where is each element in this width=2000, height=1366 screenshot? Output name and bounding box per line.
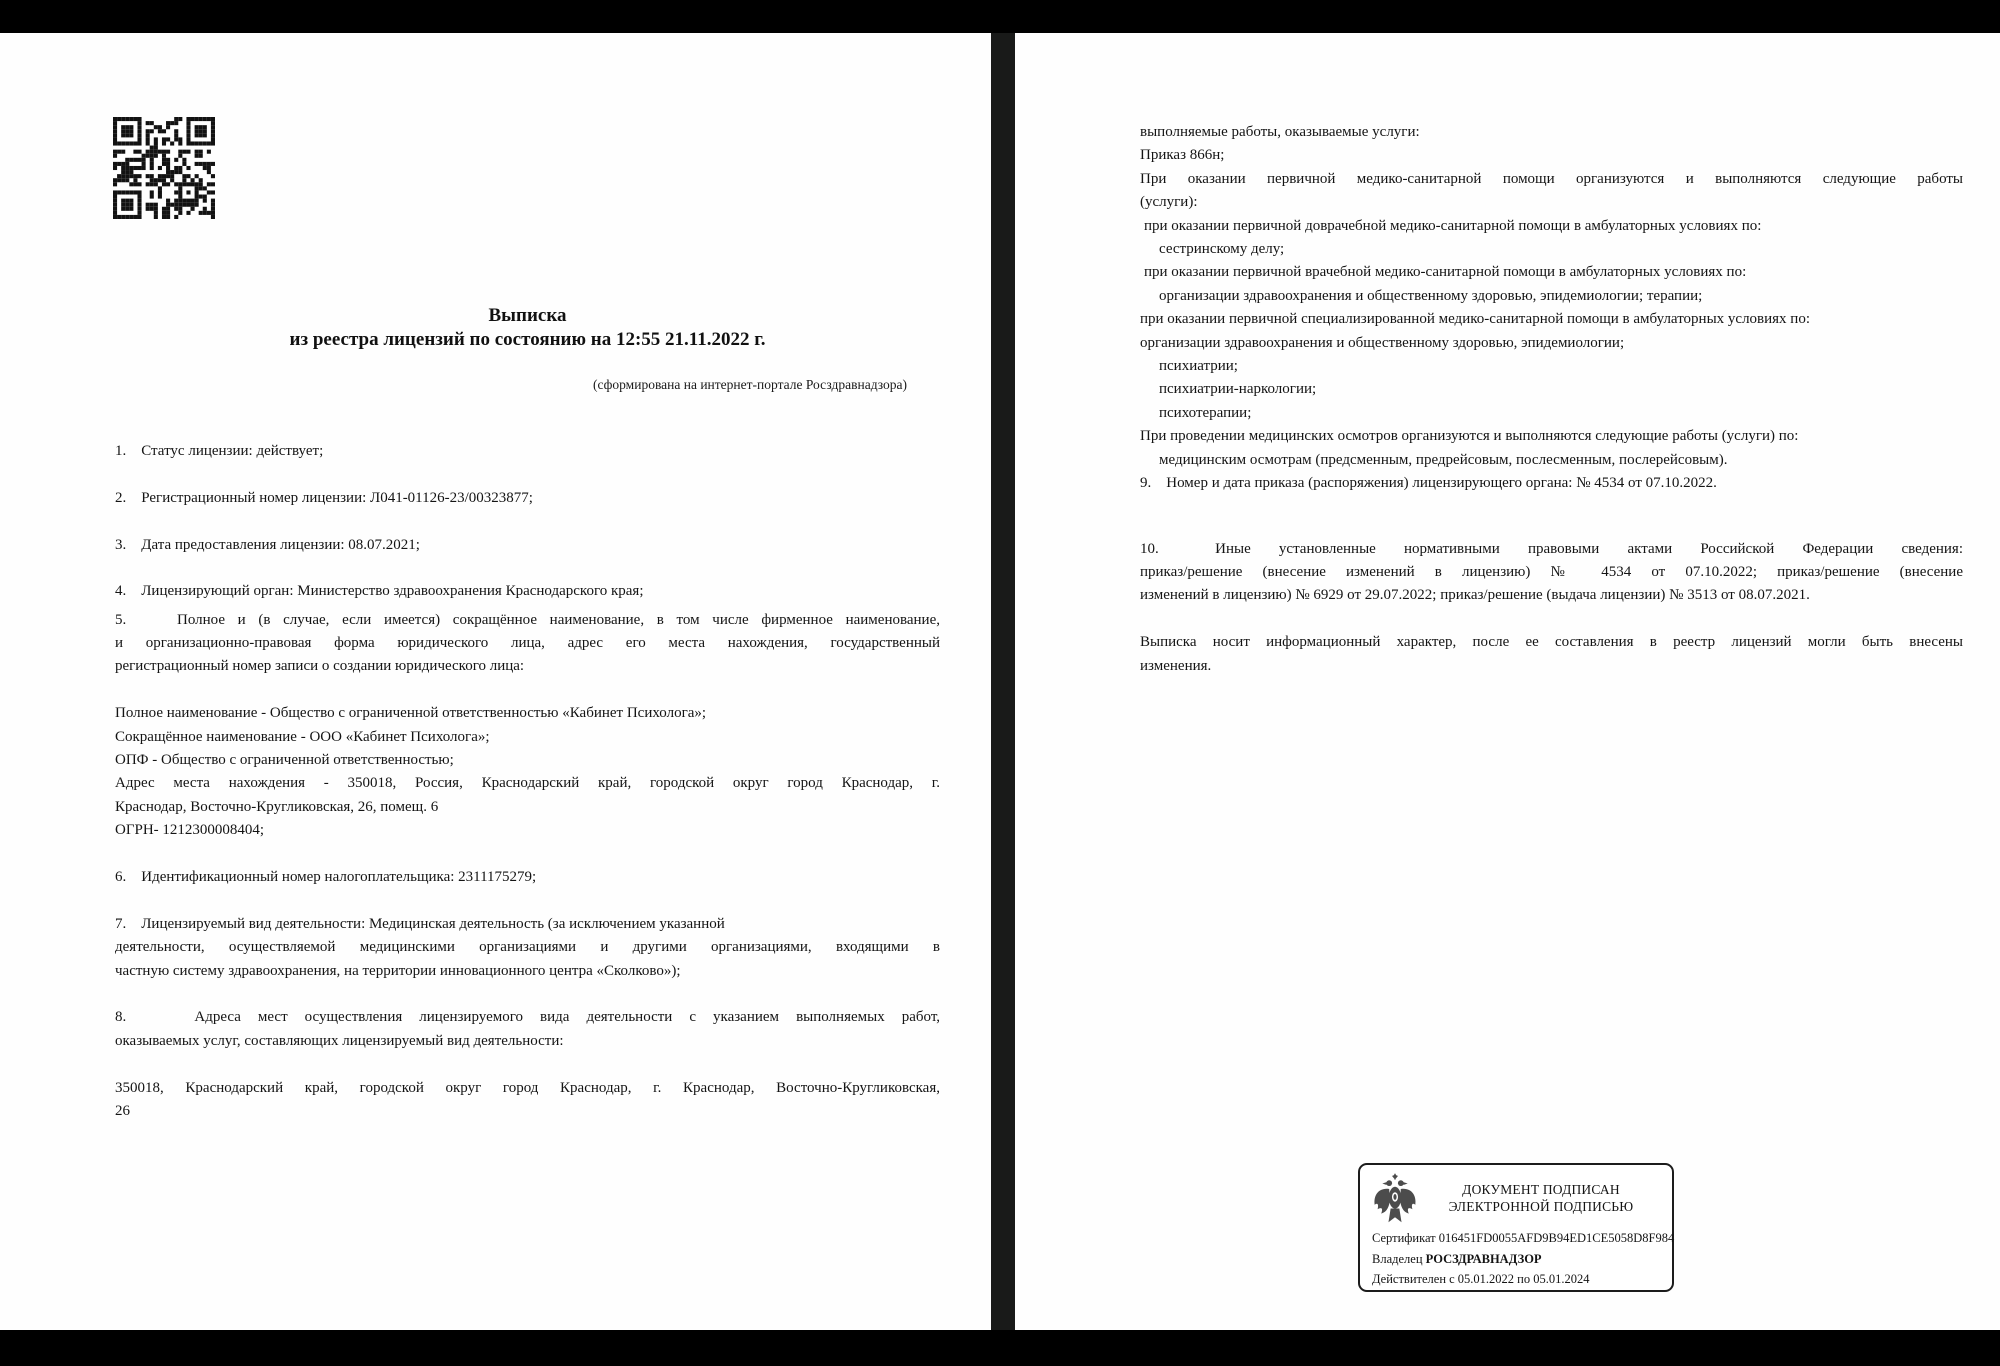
- stamp-certificate-row: [1372, 1231, 1674, 1246]
- digital-signature-stamp: [1358, 1163, 1674, 1292]
- text-line: 3. Дата предоставления лицензии: 08.07.2021;: [115, 536, 420, 553]
- text-line: изменения.: [1140, 657, 1212, 674]
- text-line: Полное наименование - Общество с ограниченной ответственностью «Кабинет Психолога»;: [115, 705, 707, 722]
- text-line: и организационно-правовая форма юридического лица, адрес его места нахождения, государственный: [115, 634, 940, 651]
- text-line: оказываемых услуг, составляющих лицензируемый вид деятельности:: [115, 1032, 564, 1049]
- document-title-line1: Выписка: [488, 305, 567, 326]
- text-line: регистрационный номер записи о создании юридического лица:: [115, 658, 525, 675]
- text-line: (услуги):: [1140, 194, 1198, 211]
- text-line: 9. Номер и дата приказа (распоряжения) лицензирующего органа: № 4534 от 07.10.2022.: [1140, 475, 1717, 491]
- text-line: 1. Статус лицензии: действует;: [115, 443, 324, 459]
- text-line: при оказании первичной специализированной медико-санитарной помощи в амбулаторных условиях по:: [1140, 311, 1811, 328]
- text-line: при оказании первичной доврачебной медико-санитарной помощи в амбулаторных условиях по:: [1144, 217, 1762, 234]
- text-line: 10. Иные установленные нормативными правовыми актами Российской Федерации сведения:: [1140, 540, 1963, 557]
- qr-code-image: [113, 117, 215, 219]
- text-line: сестринскому делу;: [1159, 241, 1285, 257]
- text-line: 5. Полное и (в случае, если имеется) сокращённое наименование, в том числе фирменное наименование,: [115, 611, 940, 628]
- document-page-1: [0, 33, 991, 1330]
- text-line: организации здравоохранения и общественному здоровью, эпидемиологии; терапии;: [1159, 287, 1703, 304]
- stamp-header: [1422, 1181, 1660, 1215]
- stamp-validity-row: Действителен с 05.01.2022 по 05.01.2024: [1372, 1272, 1590, 1286]
- text-line: выполняемые работы, оказываемые услуги:: [1140, 124, 1420, 140]
- text-line: при оказании первичной врачебной медико-санитарной помощи в амбулаторных условиях по:: [1144, 264, 1747, 281]
- text-line: Адрес места нахождения - 350018, Россия, Краснодарский край, городской округ город Краснодар, г.: [115, 775, 940, 792]
- text-line: Выписка носит информационный характер, после ее составления в реестр лицензий могли быть внесены: [1140, 634, 1963, 651]
- text-line: организации здравоохранения и общественному здоровью, эпидемиологии;: [1140, 334, 1625, 351]
- text-line: 2. Регистрационный номер лицензии: Л041-01126-23/00323877;: [115, 489, 533, 506]
- stamp-header-line1: ДОКУМЕНТ ПОДПИСАН: [1462, 1182, 1620, 1197]
- document-page-2: [1015, 33, 2000, 1330]
- text-line: медицинским осмотрам (предсменным, предрейсовым, послесменным, послерейсовым).: [1159, 451, 1728, 468]
- text-line: 4. Лицензирующий орган: Министерство здравоохранения Краснодарского края;: [115, 583, 644, 600]
- text-line: ОПФ - Общество с ограниченной ответственностью;: [115, 751, 454, 768]
- document-subtitle: (сформирована на интернет-портале Росздравнадзора): [592, 377, 907, 392]
- text-line: 26: [115, 1102, 130, 1119]
- text-line: Сокращённое наименование - ООО «Кабинет Психолога»;: [115, 728, 490, 745]
- stamp-owner-row: [1372, 1252, 1542, 1267]
- text-line: При оказании первичной медико-санитарной помощи организуются и выполняются следующие работы: [1140, 170, 1963, 187]
- page-divider: [991, 33, 1015, 1330]
- certificate-value: 016451FD0055AFD9B94ED1CE5058D8F984: [1438, 1231, 1675, 1245]
- text-line: приказ/решение (внесение изменений в лицензию) № 4534 от 07.10.2022; приказ/решение (внесение: [1140, 563, 1963, 580]
- text-line: 8. Адреса мест осуществления лицензируемого вида деятельности с указанием выполняемых работ,: [115, 1009, 940, 1026]
- owner-value: РОСЗДРАВНАДЗОР: [1425, 1252, 1542, 1266]
- text-line: 7. Лицензируемый вид деятельности: Медицинская деятельность (за исключением указанной: [115, 915, 725, 932]
- text-line: психиатрии;: [1159, 358, 1238, 374]
- text-line: психиатрии-наркологии;: [1159, 381, 1317, 398]
- text-line: Краснодар, Восточно-Кругликовская, 26, помещ. 6: [115, 798, 439, 815]
- text-line: частную систему здравоохранения, на территории инновационного центра «Сколково»);: [115, 962, 681, 979]
- document-title-line2: из реестра лицензий по состоянию на 12:55 21.11.2022 г.: [289, 329, 766, 350]
- roszdravnadzor-eagle-icon: [1371, 1173, 1419, 1231]
- certificate-label: Сертификат: [1372, 1231, 1436, 1245]
- text-line: 350018, Краснодарский край, городской округ город Краснодар, г. Краснодар, Восточно-Кругликовская,: [115, 1079, 940, 1096]
- text-line: При проведении медицинских осмотров организуются и выполняются следующие работы (услуги) по:: [1140, 428, 1799, 445]
- owner-label: Владелец: [1372, 1252, 1423, 1266]
- stamp-header-line2: ЭЛЕКТРОННОЙ ПОДПИСЬЮ: [1448, 1199, 1634, 1214]
- text-line: деятельности, осуществляемой медицинскими организациями и другими организациями, входящими в: [115, 939, 940, 956]
- text-line: психотерапии;: [1159, 404, 1252, 421]
- text-line: изменений в лицензию) № 6929 от 29.07.2022; приказ/решение (выдача лицензии) № 3513 от 08.07.2021.: [1140, 587, 1810, 604]
- text-line: ОГРН- 1212300008404;: [115, 822, 265, 839]
- text-line: 6. Идентификационный номер налогоплательщика: 2311175279;: [115, 868, 537, 885]
- text-line: Приказ 866н;: [1140, 147, 1225, 164]
